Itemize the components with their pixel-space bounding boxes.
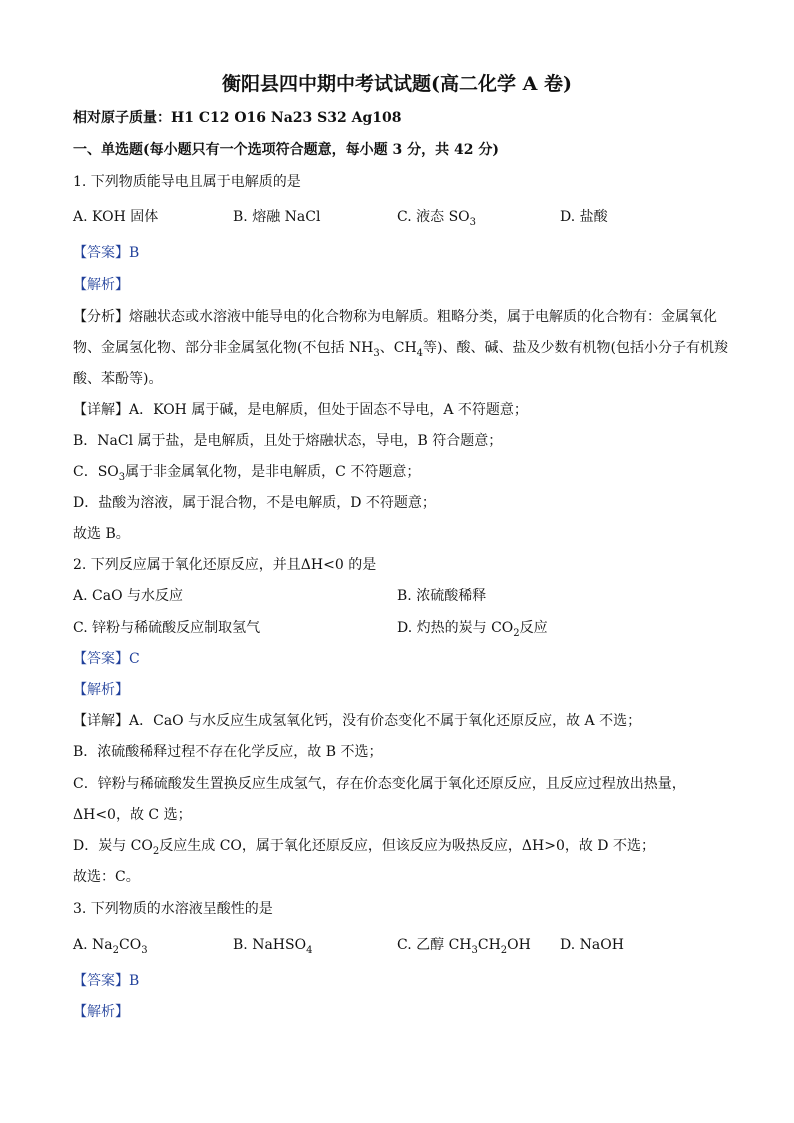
q1-conclusion: 故选 B。 — [73, 526, 130, 542]
q1-detail-b: B．NaCl 属于盐，是电解质，且处于熔融状态，导电，B 符合题意； — [73, 433, 503, 449]
q3-option-c: C. 乙醇 $CH_3CH_2OH$ — [397, 937, 531, 956]
atomic-mass-line: 相对原子质量：H1 C12 O16 Na23 S32 Ag108 — [73, 110, 402, 126]
q1-detail-a: 【详解】A．KOH 属于碱，是电解质，但处于固态不导电，A 不符题意； — [73, 402, 528, 418]
q2-option-d: D. 灼热的炭与 $CO_2$反应 — [397, 620, 548, 639]
q2-option-a: A. CaO 与水反应 — [73, 588, 183, 604]
q1-detail-c: C．$SO_3$属于非金属氧化物，是非电解质，C 不符题意； — [73, 464, 421, 483]
q1-option-b: B. 熔融 NaCl — [233, 209, 321, 225]
q3-answer: 【答案】B — [73, 973, 140, 989]
q1-option-d: D. 盐酸 — [560, 209, 608, 225]
question-3-stem: 3. 下列物质的水溶液呈酸性的是 — [73, 901, 273, 917]
q2-detail-a: 【详解】A．CaO 与水反应生成氢氧化钙，没有价态变化不属于氧化还原反应，故 A 不选； — [73, 713, 642, 729]
section-heading: 一、单选题(每小题只有一个选项符合题意，每小题 3 分，共 42 分) — [73, 142, 499, 158]
q2-option-b: B. 浓硫酸稀释 — [397, 588, 487, 604]
q2-detail-c-line-1: C．锌粉与稀硫酸发生置换反应生成氢气，存在价态变化属于氧化还原反应，且反应过程放出热量， — [73, 776, 686, 792]
q3-analysis-label: 【解析】 — [73, 1004, 129, 1020]
q1-fenxi-line-2: 物、金属氢化物、部分非金属氢化物(不包括 $NH_3$、$CH_4$等)、酸、碱、盐及少数有机物(包括小分子有机羧 — [73, 340, 728, 359]
q1-option-c: C. 液态 $SO_3$ — [397, 209, 477, 228]
q2-conclusion: 故选：C。 — [73, 869, 140, 885]
q3-option-b: B. NaHSO$_4$ — [233, 937, 313, 956]
q1-answer: 【答案】B — [73, 245, 140, 261]
page-title: 衡阳县四中期中考试试题(高二化学 A 卷) — [222, 73, 572, 95]
question-2-stem: 2. 下列反应属于氧化还原反应，并且ΔH<0 的是 — [73, 557, 377, 573]
q2-detail-d: D．炭与 $CO_2$反应生成 CO，属于氧化还原反应，但该反应为吸热反应，ΔH>0，故 D 不选； — [73, 838, 655, 857]
q2-detail-c-line-2: ΔH<0，故 C 选； — [73, 807, 192, 823]
q2-detail-b: B．浓硫酸稀释过程不存在化学反应，故 B 不选； — [73, 744, 383, 760]
q3-option-d: D. NaOH — [560, 937, 624, 953]
q2-analysis-label: 【解析】 — [73, 682, 129, 698]
q2-option-c: C. 锌粉与稀硫酸反应制取氢气 — [73, 620, 261, 636]
q1-detail-d: D．盐酸为溶液，属于混合物，不是电解质，D 不符题意； — [73, 495, 436, 511]
q1-option-a: A. KOH 固体 — [73, 209, 159, 225]
question-1-stem: 1. 下列物质能导电且属于电解质的是 — [73, 174, 301, 190]
q1-analysis-label: 【解析】 — [73, 277, 129, 293]
q2-answer: 【答案】C — [73, 651, 140, 667]
q3-option-a: A. $Na_2CO_3$ — [73, 937, 148, 956]
q1-fenxi-line-1: 【分析】熔融状态或水溶液中能导电的化合物称为电解质。粗略分类，属于电解质的化合物有：金属氧化 — [73, 309, 717, 325]
q1-fenxi-line-3: 酸、苯酚等)。 — [73, 371, 163, 387]
